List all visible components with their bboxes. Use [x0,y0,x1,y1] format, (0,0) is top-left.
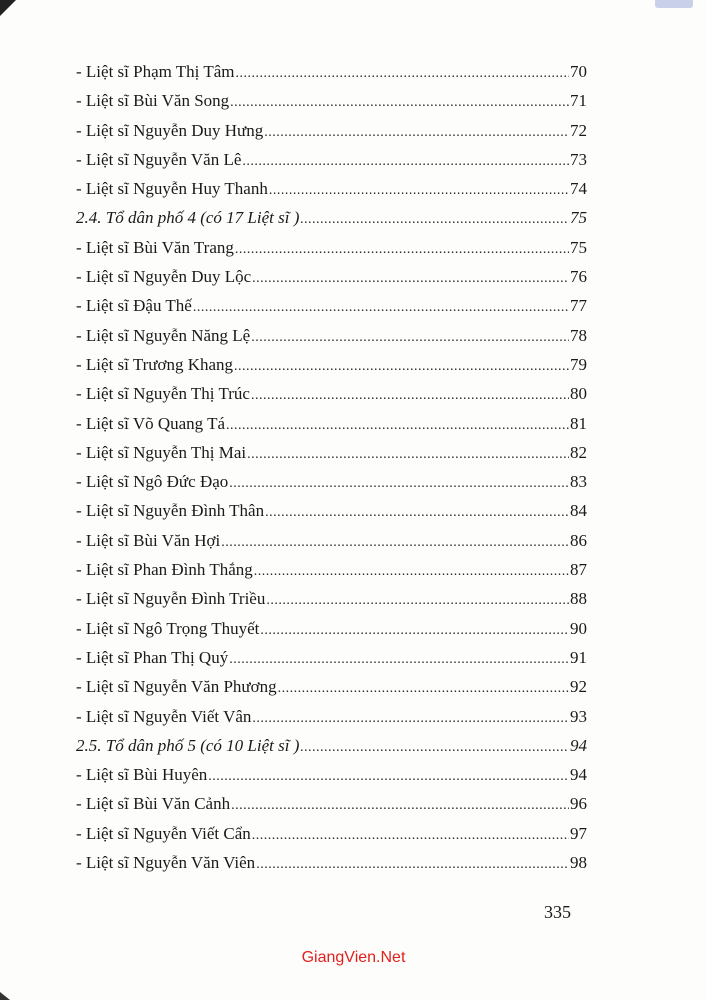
toc-entry [76,57,587,86]
toc-entry-label: - Liệt sĩ Nguyễn Duy Lộc [76,267,252,287]
toc-entry-page: 79 [570,354,587,374]
toc-entry-page: 81 [570,413,587,433]
dot-leader [234,352,569,379]
toc-entry-label: - Liệt sĩ Ngô Đức Đạo [76,472,229,492]
dot-leader [235,235,569,262]
dot-leader [256,850,569,877]
toc-entry [76,86,587,115]
toc-entry-page: 82 [570,442,587,462]
toc-entry-page: 76 [570,267,587,287]
toc-entry-page: 78 [570,325,587,345]
toc-entry-label: - Liệt sĩ Bùi Huyên [76,765,208,785]
dot-leader [260,616,569,643]
toc-entry-label: - Liệt sĩ Nguyễn Văn Phương [76,677,277,697]
dot-leader [231,791,569,818]
toc-entry [76,672,587,701]
dot-leader [251,323,569,350]
toc-entry-label: - Liệt sĩ Phan Thị Quý [76,647,229,667]
toc-entry [76,526,587,555]
dot-leader [221,528,569,555]
toc-entry [76,789,587,818]
dot-leader [229,469,569,496]
toc-entry-page: 77 [570,296,587,316]
toc-entry-page: 73 [570,149,587,169]
toc-entry-label: - Liệt sĩ Nguyễn Thị Trúc [76,384,250,404]
toc-entry [76,614,587,643]
dot-leader [300,205,569,232]
toc-entry-label: - Liệt sĩ Đậu Thế [76,296,192,316]
toc-entry-label: - Liệt sĩ Ngô Trọng Thuyết [76,618,260,638]
toc-entry [76,496,587,525]
toc-entry-page: 72 [570,120,587,140]
toc-entry-label: - Liệt sĩ Nguyễn Duy Hưng [76,120,264,140]
toc-entry-page: 94 [570,765,587,785]
toc-entry-page: 88 [570,589,587,609]
dot-leader [269,176,569,203]
page-number: 335 [544,902,571,922]
toc-entry-page: 93 [570,706,587,726]
dot-leader [300,733,569,760]
table-of-contents [76,57,587,877]
toc-entry-label: - Liệt sĩ Nguyễn Đình Thân [76,501,265,521]
toc-entry [76,819,587,848]
toc-entry [76,145,587,174]
toc-entry-label: - Liệt sĩ Bùi Văn Song [76,91,230,111]
toc-entry [76,409,587,438]
toc-entry-page: 75 [570,237,587,257]
scan-corner-mark-top-right [655,0,693,8]
toc-entry-page: 97 [570,823,587,843]
dot-leader [226,411,569,438]
toc-entry-label: - Liệt sĩ Nguyễn Thị Mai [76,442,247,462]
toc-entry-label: - Liệt sĩ Nguyễn Viết Vân [76,706,252,726]
toc-entry [76,438,587,467]
toc-entry-page: 70 [570,62,587,81]
toc-entry-label: 2.5. Tổ dân phố 5 (có 10 Liệt sĩ ) [76,735,300,755]
toc-entry [76,379,587,408]
dot-leader [230,88,569,115]
toc-entry-page: 98 [570,853,587,873]
toc-entry [76,321,587,350]
dot-leader [266,586,569,613]
toc-entry-label: - Liệt sĩ Nguyễn Văn Lê [76,149,242,169]
toc-entry [76,262,587,291]
toc-entry-label: - Liệt sĩ Nguyễn Văn Viên [76,853,256,873]
toc-entry-label: - Liệt sĩ Nguyễn Đình Triều [76,589,266,609]
toc-entry-page: 83 [570,472,587,492]
toc-section-heading [76,731,587,760]
toc-entry-page: 90 [570,618,587,638]
dot-leader [252,821,569,848]
scan-corner-mark-bottom-left [0,992,10,1000]
toc-entry-label: - Liệt sĩ Nguyễn Viết Cẩn [76,823,251,843]
toc-entry-label: - Liệt sĩ Võ Quang Tá [76,413,226,433]
toc-entry-label: - Liệt sĩ Trương Khang [76,354,234,374]
dot-leader [252,264,569,291]
toc-entry-page: 91 [570,647,587,667]
toc-entry [76,702,587,731]
toc-entry-page: 74 [570,179,587,199]
toc-entry [76,584,587,613]
toc-entry-page: 71 [570,91,587,111]
toc-entry-page: 84 [570,501,587,521]
toc-entry-page: 80 [570,384,587,404]
toc-entry [76,467,587,496]
dot-leader [242,147,569,174]
toc-entry-label: - Liệt sĩ Nguyễn Năng Lệ [76,325,251,345]
toc-entry-label: - Liệt sĩ Bùi Văn Trang [76,237,234,257]
scan-corner-mark-top-left [0,0,16,16]
dot-leader [208,762,569,789]
toc-entry-label: - Liệt sĩ Bùi Văn Cảnh [76,794,231,814]
toc-entry-label: - Liệt sĩ Phan Đình Thắng [76,560,253,580]
toc-entry [76,643,587,672]
dot-leader [236,59,570,86]
toc-entry [76,233,587,262]
toc-entry-page: 75 [570,208,587,228]
dot-leader [247,440,569,467]
toc-entry [76,350,587,379]
toc-entry-page: 94 [570,735,587,755]
toc-entry [76,116,587,145]
toc-section-heading [76,203,587,232]
toc-entry-label: - Liệt sĩ Phạm Thị Tâm [76,62,235,81]
toc-entry-page: 92 [570,677,587,697]
toc-entry [76,291,587,320]
dot-leader [278,674,569,701]
toc-entry [76,174,587,203]
dot-leader [229,645,569,672]
dot-leader [254,557,569,584]
toc-entry-label: 2.4. Tổ dân phố 4 (có 17 Liệt sĩ ) [76,208,300,228]
dot-leader [264,118,569,145]
toc-entry-label: - Liệt sĩ Bùi Văn Hợi [76,530,221,550]
toc-entry-page: 96 [570,794,587,814]
dot-leader [193,293,569,320]
toc-entry-label: - Liệt sĩ Nguyễn Huy Thanh [76,179,268,199]
toc-entry-page: 86 [570,530,587,550]
dot-leader [252,704,569,731]
toc-entry-page: 87 [570,560,587,580]
watermark: GiangVien.Net [301,949,406,966]
toc-entry [76,555,587,584]
dot-leader [265,498,569,525]
dot-leader [251,381,569,408]
toc-entry [76,760,587,789]
toc-entry [76,848,587,877]
